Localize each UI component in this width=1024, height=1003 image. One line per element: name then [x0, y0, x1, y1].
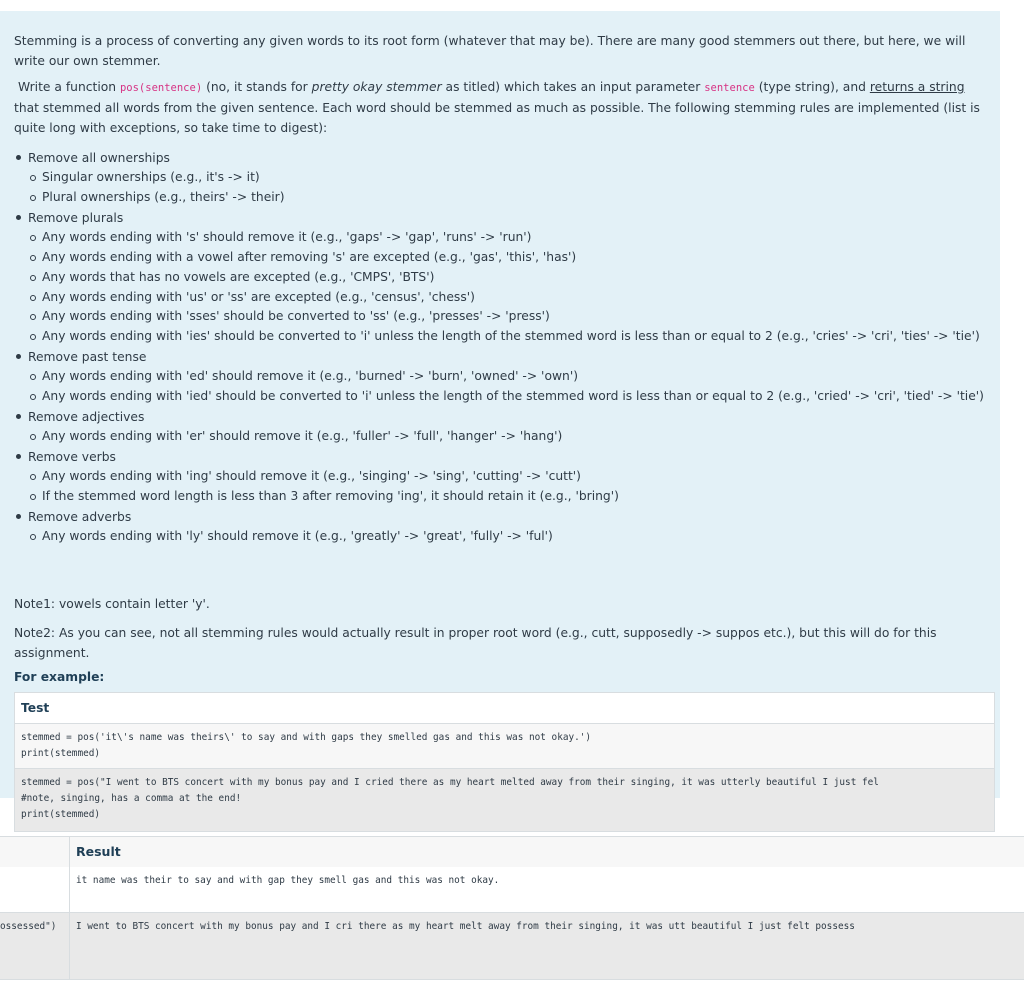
circle-bullet-icon	[30, 235, 36, 241]
rule-ownerships: Remove all ownerships Singular ownerships (e.g., it's -> it) Plural ownerships (e.g., theirs' -> their)	[14, 148, 986, 208]
circle-bullet-icon	[30, 275, 36, 281]
circle-bullet-icon	[30, 314, 36, 320]
rule-plurals: Remove plurals Any words ending with 's' should remove it (e.g., 'gaps' -> 'gap', 'runs' -> 'run') Any words ending with a vowel after removing 's' are excepted (e.g., 'gas', 'this', 'has') Any words that has no vowels are excepted (e.g., 'CMPS', 'BTS') Any words ending with 'us' or 'ss' are excepted (e.g., 'census', 'chess') Any words ending with 'sses' should be converted to 'ss' (e.g., 'presses' -> 'press') Any words ending with 'ies' should be converted to 'i' unless the length of the stemmed word is less than or equal to 2 (e.g., 'cries' -> 'cri', 'ties' -> 'tie')	[14, 208, 986, 347]
test-table	[14, 692, 995, 832]
circle-bullet-icon	[30, 374, 36, 380]
rule-past-tense: Remove past tense Any words ending with 'ed' should remove it (e.g., 'burned' -> 'burn', 'owned' -> 'own') Any words ending with 'ied' should be converted to 'i' unless the length of the stemmed word is less than or equal to 2 (e.g., 'cried' -> 'cri', 'tied' -> 'tie')	[14, 347, 986, 407]
rule-item: Any words ending with 'ed' should remove it (e.g., 'burned' -> 'burn', 'owned' -> 'own')	[28, 367, 986, 387]
rule-item: Any words ending with 'ing' should remove it (e.g., 'singing' -> 'sing', 'cutting' -> 'cutt')	[28, 467, 986, 487]
circle-bullet-icon	[30, 474, 36, 480]
intro-paragraph: Stemming is a process of converting any given words to its root form (whatever that may be). There are many good stemmers out there, but here, we will write our own stemmer.	[14, 34, 966, 68]
rule-item: Plural ownerships (e.g., theirs' -> their)	[28, 188, 986, 208]
test-column-header: Test	[15, 693, 994, 724]
question-text	[0, 11, 1000, 832]
function-name: pos(sentence)	[119, 82, 203, 94]
rule-verbs: Remove verbs Any words ending with 'ing' should remove it (e.g., 'singing' -> 'sing', 'cutting' -> 'cutt') If the stemmed word length is less than 3 after removing 'ing', it should retain it (e.g., 'bring')	[14, 447, 986, 507]
result-column-header: Result	[76, 844, 121, 859]
result-header-row	[0, 836, 1024, 868]
result-row-2	[0, 913, 1024, 980]
circle-bullet-icon	[30, 334, 36, 340]
circle-bullet-icon	[30, 195, 36, 201]
column-divider	[69, 836, 70, 979]
bullet-icon	[16, 454, 21, 459]
rule-adjectives: Remove adjectives Any words ending with 'er' should remove it (e.g., 'fuller' -> 'full', 'hanger' -> 'hang')	[14, 407, 986, 447]
circle-bullet-icon	[30, 175, 36, 181]
test-cell-overflow: ossessed")	[0, 921, 57, 932]
rule-item: Any words that has no vowels are excepted (e.g., 'CMPS', 'BTS')	[28, 268, 986, 288]
result-row-1	[0, 867, 1024, 913]
question-panel	[0, 11, 1000, 820]
result-cell-1: it name was their to say and with gap they smell gas and this was not okay.	[76, 875, 500, 886]
circle-bullet-icon	[30, 494, 36, 500]
result-cell-2: I went to BTS concert with my bonus pay and I cri there as my heart melt away from their singing, it was utt beautiful I just felt possess	[76, 921, 855, 932]
circle-bullet-icon	[30, 434, 36, 440]
rule-item: If the stemmed word length is less than 3 after removing 'ing', it should retain it (e.g., 'bring')	[28, 487, 986, 507]
note-1: Note1: vowels contain letter 'y'.	[14, 596, 210, 611]
pretty-okay-stemmer: pretty okay stemmer	[311, 80, 442, 94]
note-2: Note2: As you can see, not all stemming rules would actually result in proper root word (e.g., cutt, supposedly -> suppos etc.), but this will do for this assignment.	[14, 625, 937, 660]
circle-bullet-icon	[30, 255, 36, 261]
returns-a-string: returns a string	[869, 80, 965, 94]
rules-list	[14, 148, 986, 547]
rule-adverbs: Remove adverbs Any words ending with 'ly' should remove it (e.g., 'greatly' -> 'great', 'fully' -> 'ful')	[14, 507, 986, 547]
bullet-icon	[16, 155, 21, 160]
rule-item: Singular ownerships (e.g., it's -> it)	[28, 168, 986, 188]
bullet-icon	[16, 354, 21, 359]
rule-item: Any words ending with 'sses' should be converted to 'ss' (e.g., 'presses' -> 'press')	[28, 307, 986, 327]
function-description: Write a function pos(sentence) (no, it stands for pretty okay stemmer as titled) which takes an input parameter sentence (type string), and returns a string that stemmed all words from the given sentence. Each word should be stemmed as much as possible. The following stemming rules are implemented (list is quite long with exceptions, so take time to digest):	[14, 80, 980, 135]
circle-bullet-icon	[30, 394, 36, 400]
circle-bullet-icon	[30, 534, 36, 540]
rule-item: Any words ending with 'er' should remove it (e.g., 'fuller' -> 'full', 'hanger' -> 'hang')	[28, 427, 986, 447]
rule-item: Any words ending with 'ly' should remove it (e.g., 'greatly' -> 'great', 'fully' -> 'ful')	[28, 527, 986, 547]
rule-item: Any words ending with a vowel after removing 's' are excepted (e.g., 'gas', 'this', 'has')	[28, 248, 986, 268]
test-case-2: stemmed = pos("I went to BTS concert with my bonus pay and I cried there as my heart melted away from their singing, it was utterly beautiful I just fel #note, singing, has a comma at the end! print(stemmed)	[15, 769, 994, 831]
test-case-1: stemmed = pos('it\'s name was theirs\' to say and with gaps they smelled gas and this was not okay.') print(stemmed)	[15, 724, 994, 769]
bullet-icon	[16, 514, 21, 519]
rule-item: Any words ending with 's' should remove it (e.g., 'gaps' -> 'gap', 'runs' -> 'run')	[28, 228, 986, 248]
bullet-icon	[16, 215, 21, 220]
circle-bullet-icon	[30, 295, 36, 301]
result-table	[0, 836, 1024, 979]
rule-item: Any words ending with 'us' or 'ss' are excepted (e.g., 'census', 'chess')	[28, 288, 986, 308]
rule-item: Any words ending with 'ied' should be converted to 'i' unless the length of the stemmed word is less than or equal to 2 (e.g., 'cried' -> 'cri', 'tied' -> 'tie')	[28, 387, 986, 407]
for-example-heading: For example:	[14, 669, 105, 684]
rule-item: Any words ending with 'ies' should be converted to 'i' unless the length of the stemmed word is less than or equal to 2 (e.g., 'cries' -> 'cri', 'ties' -> 'tie')	[28, 327, 986, 347]
bullet-icon	[16, 414, 21, 419]
param-name: sentence	[704, 82, 755, 94]
